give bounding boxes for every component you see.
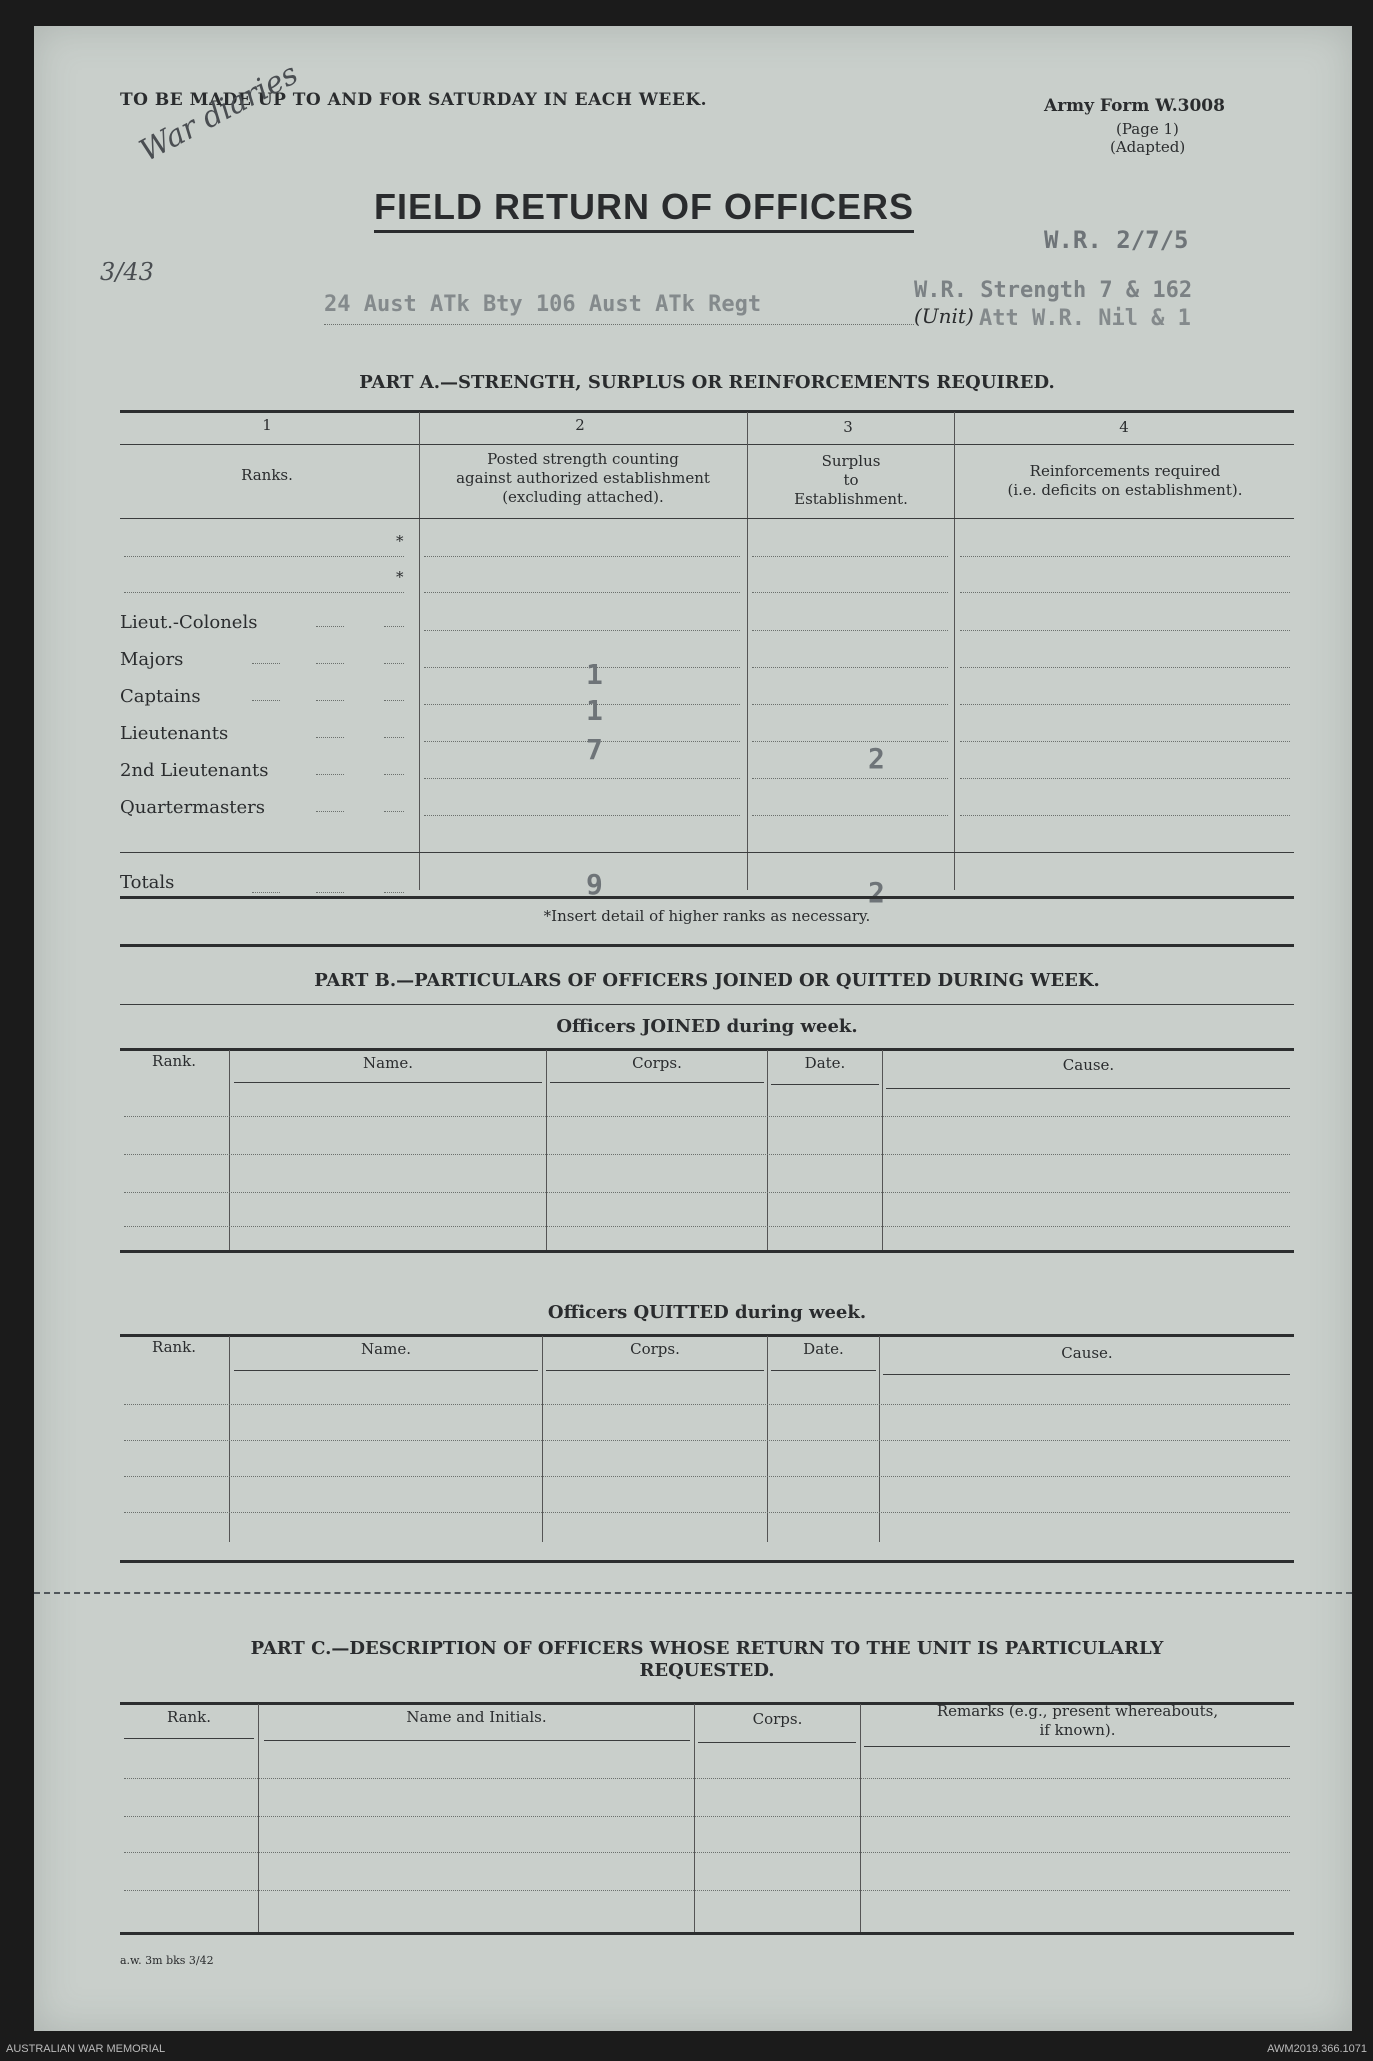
- joined-row-line: [124, 1116, 1290, 1117]
- col-number-4: 4: [1119, 418, 1129, 436]
- rank-label: Quartermasters: [120, 797, 265, 818]
- part-c-row-line: [124, 1890, 1290, 1891]
- leader-dots: [252, 892, 280, 893]
- lieutenants-surplus: 2: [868, 742, 885, 775]
- part-b-rule: [120, 1004, 1294, 1005]
- quitted-row-line: [124, 1440, 1290, 1441]
- quitted-bottom-rule: [120, 1560, 1294, 1563]
- row-line: [424, 667, 740, 668]
- joined-col-date: Date.: [804, 1054, 846, 1072]
- part-c-heading: PART C.—DESCRIPTION OF OFFICERS WHOSE RETURN TO THE UNIT IS PARTICULARLY REQUESTED.: [250, 1638, 1164, 1681]
- part-a-heading: PART A.—STRENGTH, SURPLUS OR REINFORCEMENTS REQUIRED.: [359, 372, 1055, 393]
- joined-col-rank: Rank.: [151, 1052, 197, 1070]
- archive-id: AWM2019.366.1071: [1267, 2043, 1367, 2055]
- header-rule: [120, 518, 1294, 519]
- typed-unit-name: 24 Aust ATk Bty 106 Aust ATk Regt: [324, 292, 762, 317]
- totals-rule: [120, 852, 1294, 853]
- row-line: [960, 741, 1290, 742]
- rank-label: 2nd Lieutenants: [120, 760, 269, 781]
- part-a-bottom-rule: [120, 896, 1294, 899]
- row-line: [960, 815, 1290, 816]
- leader-dots: [252, 663, 280, 664]
- part-a-footnote: *Insert detail of higher ranks as necessary.: [543, 907, 871, 925]
- joined-col-name: Name.: [363, 1054, 413, 1072]
- quitted-row-line: [124, 1476, 1290, 1477]
- part-c-subhead-rule: [698, 1742, 856, 1743]
- rank-label: Majors: [120, 649, 184, 670]
- quitted-col-cause: Cause.: [1061, 1344, 1113, 1362]
- reinforcements-header: Reinforcements required (i.e. deficits on establishment).: [1007, 462, 1243, 499]
- part-c-col-divider: [258, 1704, 259, 1934]
- joined-subhead-rule: [886, 1088, 1290, 1089]
- majors-posted: 1: [586, 658, 603, 691]
- ranks-header: Ranks.: [241, 466, 293, 484]
- leader-dots: [384, 811, 404, 812]
- quitted-col-name: Name.: [361, 1340, 411, 1358]
- part-c-row-line: [124, 1778, 1290, 1779]
- joined-col-divider: [882, 1050, 883, 1250]
- part-c-col-corps: Corps.: [752, 1710, 803, 1728]
- leader-dots: [316, 663, 344, 664]
- leader-dots: [316, 811, 344, 812]
- col-number-2: 2: [575, 416, 585, 434]
- archive-credit: AUSTRALIAN WAR MEMORIAL: [6, 2043, 166, 2055]
- row-line: [424, 592, 740, 593]
- form-number: Army Form W.3008: [1044, 96, 1225, 116]
- totals-label: Totals: [120, 872, 175, 893]
- typed-strength: W.R. Strength 7 & 162: [914, 278, 1193, 303]
- joined-row-line: [124, 1154, 1290, 1155]
- part-c-col-divider: [694, 1704, 695, 1934]
- col-number-rule: [120, 444, 1294, 445]
- row-line: [424, 741, 740, 742]
- row-line: [752, 741, 948, 742]
- joined-col-corps: Corps.: [632, 1054, 682, 1072]
- row-line: [960, 556, 1290, 557]
- joined-col-cause: Cause.: [1062, 1056, 1115, 1074]
- row-line: [960, 704, 1290, 705]
- row-line: [424, 704, 740, 705]
- quitted-subhead-rule: [771, 1370, 876, 1371]
- rank-list: [120, 604, 269, 826]
- joined-title: Officers JOINED during week.: [556, 1016, 858, 1037]
- surplus-header: Surplus to Establishment.: [794, 452, 908, 508]
- unit-label: (Unit): [914, 304, 974, 328]
- part-a-top-rule: [120, 410, 1294, 413]
- page-title: FIELD RETURN OF OFFICERS: [374, 186, 914, 233]
- leader-dots: [384, 663, 404, 664]
- star-marker-1: *: [396, 532, 404, 550]
- instruction-text: TO BE MADE UP TO AND FOR SATURDAY IN EACH WEEK.: [120, 90, 708, 110]
- quitted-row-line: [124, 1404, 1290, 1405]
- form-adapted: (Adapted): [1110, 138, 1186, 156]
- quitted-row-line: [124, 1512, 1290, 1513]
- quitted-title: Officers QUITTED during week.: [547, 1302, 867, 1323]
- print-code: a.w. 3m bks 3/42: [120, 1954, 214, 1967]
- blank-rank-line-1: [124, 556, 404, 557]
- row-line: [960, 778, 1290, 779]
- typed-attached: Att W.R. Nil & 1: [979, 306, 1191, 331]
- part-b-heading: PART B.—PARTICULARS OF OFFICERS JOINED OR QUITTED DURING WEEK.: [314, 970, 1100, 991]
- joined-subhead-rule: [234, 1082, 542, 1083]
- row-line: [960, 592, 1290, 593]
- quitted-col-date: Date.: [803, 1340, 844, 1358]
- part-c-col-rank: Rank.: [166, 1708, 212, 1726]
- joined-row-line: [124, 1192, 1290, 1193]
- captains-posted: 1: [586, 694, 603, 727]
- joined-top-rule: [120, 1048, 1294, 1051]
- row-line: [424, 630, 740, 631]
- totals-posted: 9: [586, 868, 603, 901]
- joined-col-divider: [767, 1050, 768, 1250]
- blank-rank-line-2: [124, 592, 404, 593]
- quitted-subhead-rule: [234, 1370, 538, 1371]
- handwritten-note: War diaries: [134, 56, 304, 169]
- totals-surplus: 2: [868, 876, 885, 909]
- joined-row-line: [124, 1226, 1290, 1227]
- col-number-1: 1: [262, 416, 272, 434]
- quitted-subhead-rule: [546, 1370, 764, 1371]
- row-line: [424, 815, 740, 816]
- typed-wr-date: W.R. 2/7/5: [1044, 226, 1189, 254]
- row-line: [752, 592, 948, 593]
- star-marker-2: *: [396, 568, 404, 586]
- leader-dots: [384, 700, 404, 701]
- part-c-bottom-rule: [120, 1932, 1294, 1935]
- row-line: [752, 778, 948, 779]
- part-c-col-name: Name and Initials.: [406, 1708, 547, 1726]
- form-page: (Page 1): [1116, 120, 1179, 138]
- quitted-top-rule: [120, 1334, 1294, 1337]
- joined-col-divider: [229, 1050, 230, 1250]
- leader-dots: [384, 774, 404, 775]
- row-line: [424, 556, 740, 557]
- quitted-col-rank: Rank.: [151, 1338, 197, 1356]
- part-b-top-rule: [120, 944, 1294, 947]
- leader-dots: [384, 626, 404, 627]
- part-c-row-line: [124, 1816, 1290, 1817]
- rank-label: Lieutenants: [120, 723, 229, 744]
- row-line: [960, 667, 1290, 668]
- leader-dots: [316, 892, 344, 893]
- unit-dotted-line: [324, 324, 914, 325]
- leader-dots: [252, 700, 280, 701]
- joined-bottom-rule: [120, 1250, 1294, 1253]
- row-line: [960, 630, 1290, 631]
- row-line: [752, 704, 948, 705]
- form-paper: [34, 26, 1352, 2031]
- rank-label: Lieut.-Colonels: [120, 612, 258, 633]
- joined-col-divider: [546, 1050, 547, 1250]
- col-number-3: 3: [843, 418, 853, 436]
- joined-subhead-rule: [771, 1084, 879, 1085]
- part-c-subhead-rule: [124, 1738, 254, 1739]
- part-c-row-line: [124, 1852, 1290, 1853]
- part-c-subhead-rule: [264, 1740, 690, 1741]
- leader-dots: [316, 737, 344, 738]
- part-a-divider-3: [954, 412, 955, 890]
- joined-subhead-rule: [550, 1082, 764, 1083]
- row-line: [752, 815, 948, 816]
- handwritten-number: 3/43: [100, 258, 154, 286]
- posted-header: Posted strength counting against authorized establishment (excluding attached).: [456, 450, 710, 506]
- row-line: [752, 667, 948, 668]
- part-c-subhead-rule: [864, 1746, 1290, 1747]
- quitted-subhead-rule: [883, 1374, 1290, 1375]
- quitted-col-corps: Corps.: [630, 1340, 680, 1358]
- leader-dots: [316, 774, 344, 775]
- leader-dots: [316, 626, 344, 627]
- row-line: [424, 778, 740, 779]
- lieutenants-posted: 7: [586, 733, 603, 766]
- leader-dots: [316, 700, 344, 701]
- leader-dots: [384, 737, 404, 738]
- leader-dots: [384, 892, 404, 893]
- row-line: [752, 630, 948, 631]
- rank-label: Captains: [120, 686, 201, 707]
- perforation-line: [34, 1592, 1352, 1594]
- part-c-col-remarks: Remarks (e.g., present whereabouts, if known).: [936, 1702, 1219, 1739]
- row-line: [752, 556, 948, 557]
